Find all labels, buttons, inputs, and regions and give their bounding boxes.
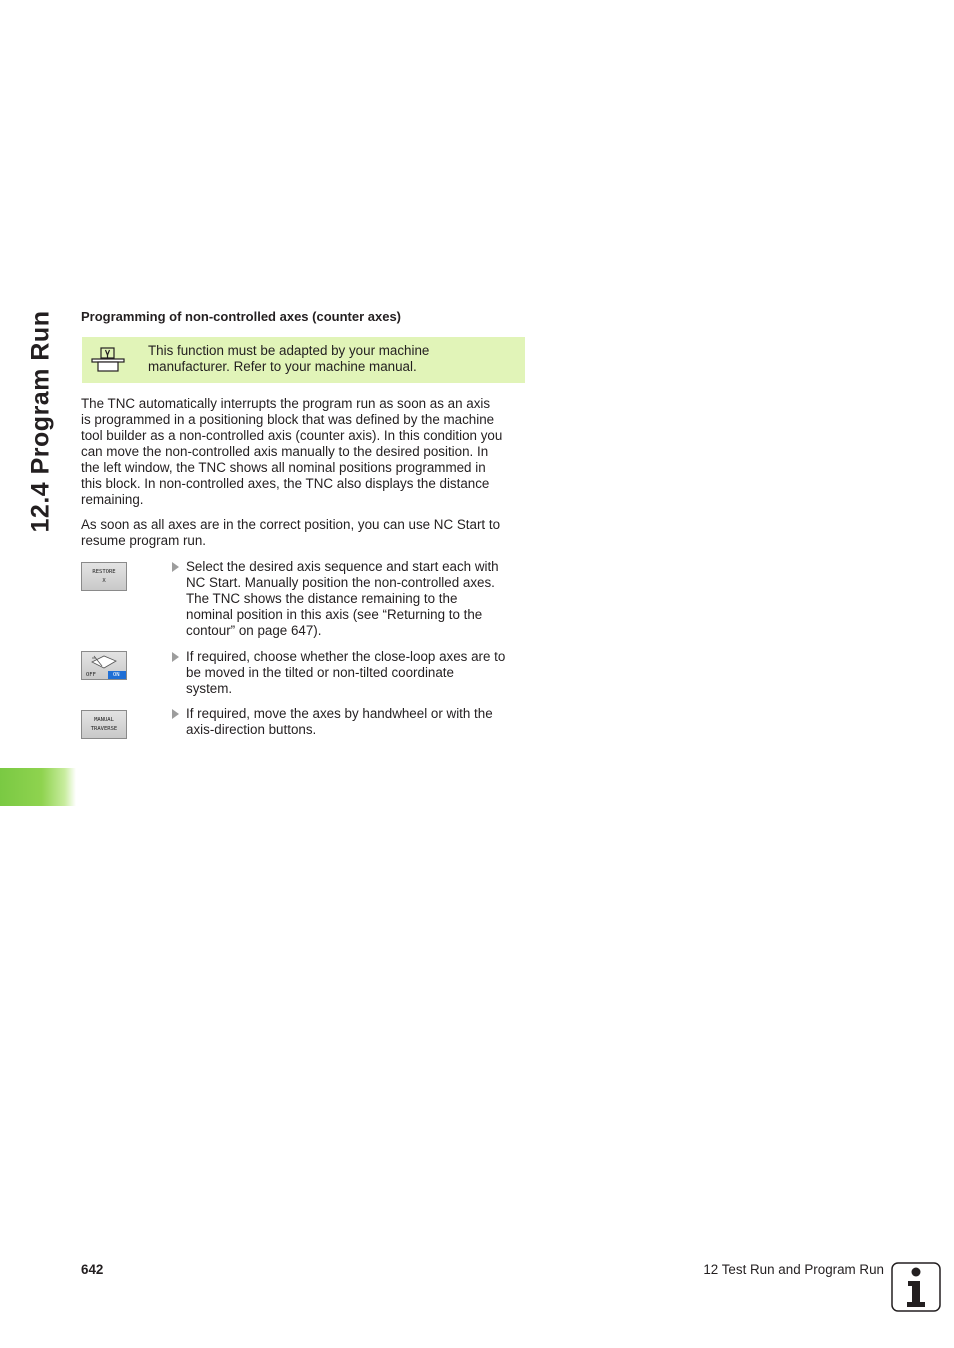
manufacturer-note — [82, 337, 525, 383]
text-line: be moved in the tilted or non-tilted coordinate — [186, 665, 454, 680]
step-text — [172, 649, 524, 697]
step-choose-coordinate-system — [172, 649, 524, 697]
info-icon — [891, 1262, 941, 1312]
softkey-label: X — [102, 578, 106, 584]
note-line: manufacturer. Refer to your machine manual. — [148, 359, 417, 374]
text-line: system. — [186, 681, 233, 696]
step-arrow-icon — [172, 562, 179, 572]
text-line: The TNC shows the distance remaining to the — [186, 591, 458, 606]
step-text — [172, 706, 524, 738]
paragraph-nc-start — [81, 517, 525, 549]
text-line: this block. In non-controlled axes, the TNC also displays the distance — [81, 476, 490, 491]
text-line: remaining. — [81, 492, 144, 507]
note-line: This function must be adapted by your machine — [148, 343, 430, 358]
softkey-label: TRAVERSE — [90, 726, 118, 732]
text-line: Select the desired axis sequence and start each with — [186, 559, 499, 574]
text-line: As soon as all axes are in the correct position, you can use NC Start to — [81, 517, 501, 532]
text-line: If required, move the axes by handwheel or with the — [186, 706, 493, 721]
machine-manufacturer-icon — [91, 347, 125, 373]
text-line: is programmed in a positioning block that was defined by the machine — [81, 412, 495, 427]
side-chapter-title-text: 12.4 Program Run — [26, 310, 55, 532]
footer-chapter-title: 12 Test Run and Program Run — [703, 1262, 884, 1277]
text-line: axis-direction buttons. — [186, 722, 317, 737]
text-line: can move the non-controlled axis manually to the desired position. In — [81, 444, 489, 459]
text-line: contour” on page 647). — [186, 623, 322, 638]
step-move-axes-handwheel — [172, 706, 524, 738]
section-heading: Programming of non-controlled axes (counter axes) — [81, 309, 401, 324]
text-line: tool builder as a non-controlled axis (counter axis). In this condition you — [81, 428, 503, 443]
text-line: NC Start. Manually position the non-controlled axes. — [186, 575, 495, 590]
text-line: The TNC automatically interrupts the program run as soon as an axis — [81, 396, 491, 411]
restore-x-softkey[interactable] — [81, 562, 127, 591]
softkey-label: MANUAL — [94, 717, 114, 723]
tilt-off-on-softkey[interactable] — [81, 651, 127, 680]
manual-traverse-softkey[interactable] — [81, 710, 127, 739]
side-chapter-title — [21, 312, 61, 530]
text-line: resume program run. — [81, 533, 207, 548]
text-line: the left window, the TNC shows all nominal positions programmed in — [81, 460, 486, 475]
toggle-off-label: OFF — [86, 672, 96, 678]
step-arrow-icon — [172, 652, 179, 662]
chapter-thumb-tab — [0, 768, 76, 806]
text-line: If required, choose whether the close-loop axes are to — [186, 649, 506, 664]
text-line: nominal position in this axis (see “Returning to the — [186, 607, 483, 622]
step-text — [172, 559, 524, 639]
page-number: 642 — [81, 1262, 104, 1277]
step-arrow-icon — [172, 709, 179, 719]
softkey-label: RESTORE — [92, 569, 116, 575]
toggle-on-label: ON — [113, 672, 120, 678]
note-text — [148, 343, 508, 375]
paragraph-counter-axes — [81, 396, 525, 508]
step-select-axis-sequence — [172, 559, 524, 639]
